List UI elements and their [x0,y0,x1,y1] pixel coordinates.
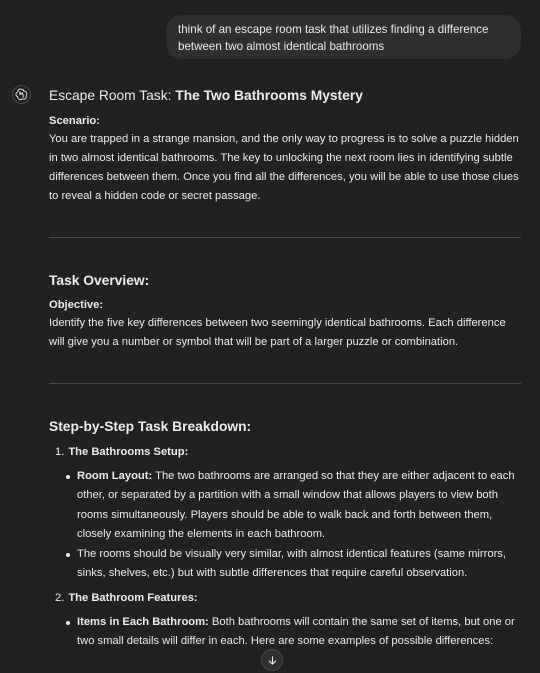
arrow-down-icon [267,655,278,666]
bullet-dot [66,621,70,625]
scenario-text: You are trapped in a strange mansion, and the only way to progress is to solve a puzzle hidden in two almost identical bathrooms. The key to unlocking the next room lies in identifying subtle differences between them. Once you find all the differences, you will be able to use those clues to reveal a hidden code or secret passage. [49,133,519,202]
bullet-dot [66,475,70,479]
openai-logo-icon [12,85,31,104]
step-title: The Bathrooms Setup: [68,446,189,458]
user-message-text: think of an escape room task that utilizes finding a difference between two almost identical bathrooms [178,23,489,53]
bullet-bold: Room Layout: [77,470,153,482]
overview-heading: Task Overview: [49,273,150,288]
scroll-to-bottom-button[interactable] [261,649,283,671]
bullet-text: The two bathrooms are arranged so that they are either adjacent to each other, or separated by a partition with a small window that allows players to view both rooms simultaneously. Players should be able to walk back and forth between them, closely examining the elements in each bathroom. [77,470,515,541]
step-number: 1. [55,446,65,458]
list-item [77,545,521,584]
list-item [77,467,521,545]
user-message-bubble [166,15,521,59]
bullet-text: Both bathrooms will contain the same set of items, but one or two small details will differ in each. Here are some examples of possible differences: [77,616,515,648]
objective-text: Identify the five key differences between two seemingly identical bathrooms. Each difference will give you a number or symbol that will be part of a larger puzzle or combination. [49,317,506,348]
title-strong: The Two Bathrooms Mystery [175,88,363,103]
bullet-text: The rooms should be visually very similar, with almost identical features (same mirrors, sinks, shelves, etc.) but with subtle differences that require careful observation. [77,548,506,580]
step-1-heading [55,446,188,458]
title-prefix: Escape Room Task: [49,88,172,103]
step-number: 2. [55,592,65,604]
bullet-dot [66,553,70,557]
step-2-heading [55,592,198,604]
objective-label: Objective: [49,299,104,311]
response-title [49,88,363,103]
scenario-label: Scenario: [49,115,100,127]
step-title: The Bathroom Features: [68,592,198,604]
bullet-bold: Items in Each Bathroom: [77,616,209,628]
list-item [77,613,521,652]
separator [49,383,521,384]
breakdown-heading: Step-by-Step Task Breakdown: [49,419,252,434]
separator [49,237,521,238]
